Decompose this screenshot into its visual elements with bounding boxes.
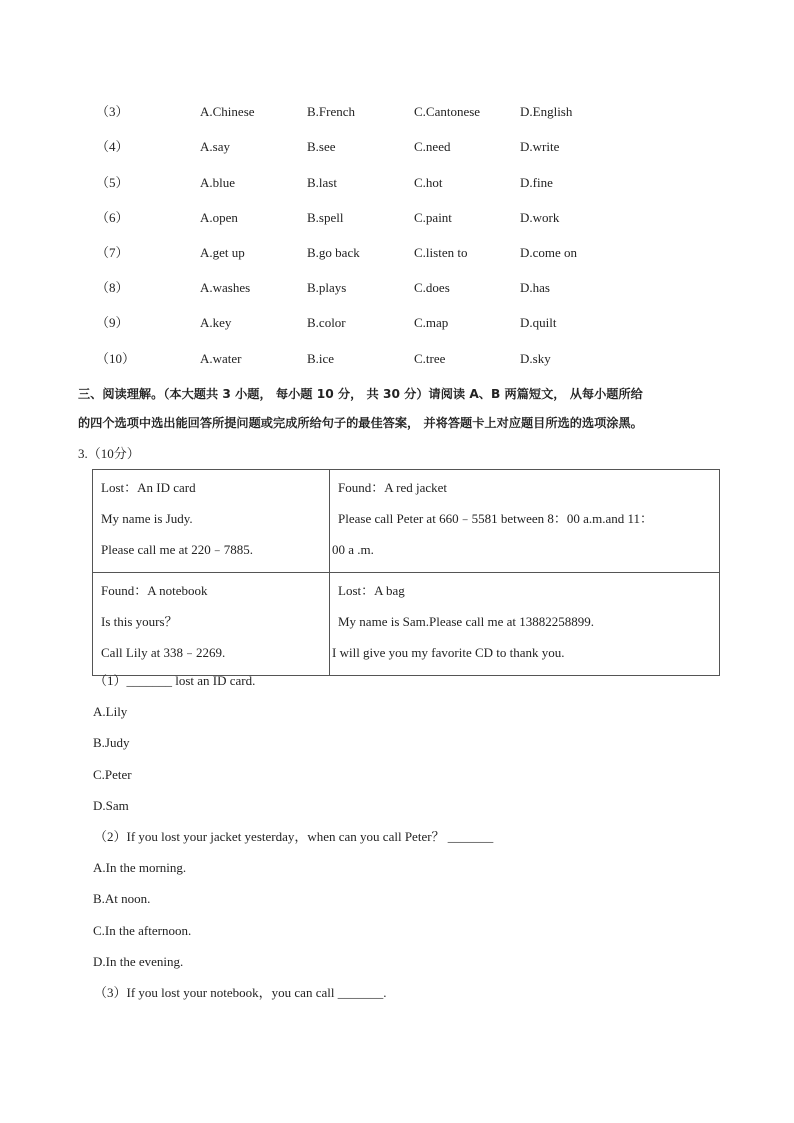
option-c: C.does (414, 280, 450, 295)
question-2-option-d: D.In the evening. (93, 954, 184, 969)
question-number: （6） (96, 210, 129, 225)
notice-table (92, 469, 720, 676)
option-c: C.listen to (414, 245, 468, 260)
notice-line: My name is Judy. (101, 511, 193, 526)
question-2-option-c: C.In the afternoon. (93, 923, 192, 938)
question-3-stem: （3）If you lost your notebook，you can call _______. (94, 985, 387, 1000)
question-number: （8） (96, 280, 129, 295)
section-heading-line-2: 的四个选项中选出能回答所提问题或完成所给句子的最佳答案， 并将答题卡上对应题目所选的选项涂黑。 (78, 416, 643, 430)
notice-line: Please call me at 220﹣7885. (101, 542, 253, 557)
notice-line: I will give you my favorite CD to thank you. (332, 645, 565, 660)
option-a: A.get up (200, 245, 245, 260)
option-d: D.English (520, 104, 573, 119)
option-c: C.need (414, 139, 451, 154)
option-c: C.paint (414, 210, 452, 225)
option-b: B.ice (307, 351, 335, 366)
question-2-stem: （2）If you lost your jacket yesterday，when can you call Peter？ _______ (94, 829, 494, 844)
option-b: B.see (307, 139, 336, 154)
notice-line: 00 a .m. (332, 542, 374, 557)
notice-line: Found：A red jacket (338, 480, 448, 495)
option-row (0, 103, 794, 121)
notice-lost-bag (330, 573, 720, 676)
option-c: C.tree (414, 351, 446, 366)
option-a: A.water (200, 351, 242, 366)
option-b: B.plays (307, 280, 347, 295)
option-c: C.hot (414, 175, 443, 190)
option-d: D.sky (520, 351, 551, 366)
notice-line: Call Lily at 338﹣2269. (101, 645, 226, 660)
question-number: （5） (96, 175, 129, 190)
question-number: （10） (96, 351, 136, 366)
option-b: B.French (307, 104, 356, 119)
question-2-option-b: B.At noon. (93, 891, 151, 906)
notice-line: Lost：An ID card (101, 480, 196, 495)
option-b: B.last (307, 175, 337, 190)
notice-line: Is this yours？ (101, 614, 178, 629)
question-number: （4） (96, 139, 129, 154)
notice-line: Lost：A bag (338, 583, 405, 598)
option-a: A.blue (200, 175, 236, 190)
question-1-option-c: C.Peter (93, 767, 132, 782)
question-number: （9） (96, 315, 129, 330)
option-c: C.Cantonese (414, 104, 481, 119)
option-c: C.map (414, 315, 449, 330)
notice-found-notebook (93, 573, 330, 676)
option-b: B.color (307, 315, 346, 330)
question-1-option-d: D.Sam (93, 798, 129, 813)
option-b: B.go back (307, 245, 360, 260)
option-d: D.write (520, 139, 560, 154)
option-a: A.Chinese (200, 104, 255, 119)
option-d: D.come on (520, 245, 578, 260)
option-row (0, 314, 794, 332)
question-1-option-a: A.Lily (93, 704, 128, 719)
option-d: D.quilt (520, 315, 557, 330)
option-row (0, 279, 794, 297)
option-row (0, 244, 794, 262)
notice-line: Please call Peter at 660﹣5581 between 8：00 a.m.and 11： (338, 511, 654, 526)
option-a: A.key (200, 315, 232, 330)
option-d: D.has (520, 280, 550, 295)
option-row (0, 138, 794, 156)
option-b: B.spell (307, 210, 344, 225)
option-row (0, 209, 794, 227)
notice-lost-id-card (93, 470, 330, 573)
question-label: 3.（10分） (78, 446, 140, 461)
option-a: A.washes (200, 280, 251, 295)
notice-line: My name is Sam.Please call me at 13882258899. (338, 614, 594, 629)
option-d: D.work (520, 210, 560, 225)
question-number: （3） (96, 104, 129, 119)
question-number: （7） (96, 245, 129, 260)
question-1-option-b: B.Judy (93, 735, 130, 750)
option-d: D.fine (520, 175, 553, 190)
option-row (0, 350, 794, 368)
option-a: A.open (200, 210, 238, 225)
section-heading-line-1: 三、阅读理解。（本大题共 3 小题， 每小题 10 分， 共 30 分）请阅读 A、B 两篇短文， 从每小题所给 (78, 387, 643, 401)
question-1-stem: （1）_______ lost an ID card. (94, 673, 256, 688)
question-2-option-a: A.In the morning. (93, 860, 187, 875)
notice-line: Found：A notebook (101, 583, 208, 598)
notice-found-jacket (330, 470, 720, 573)
option-a: A.say (200, 139, 230, 154)
option-row (0, 174, 794, 192)
